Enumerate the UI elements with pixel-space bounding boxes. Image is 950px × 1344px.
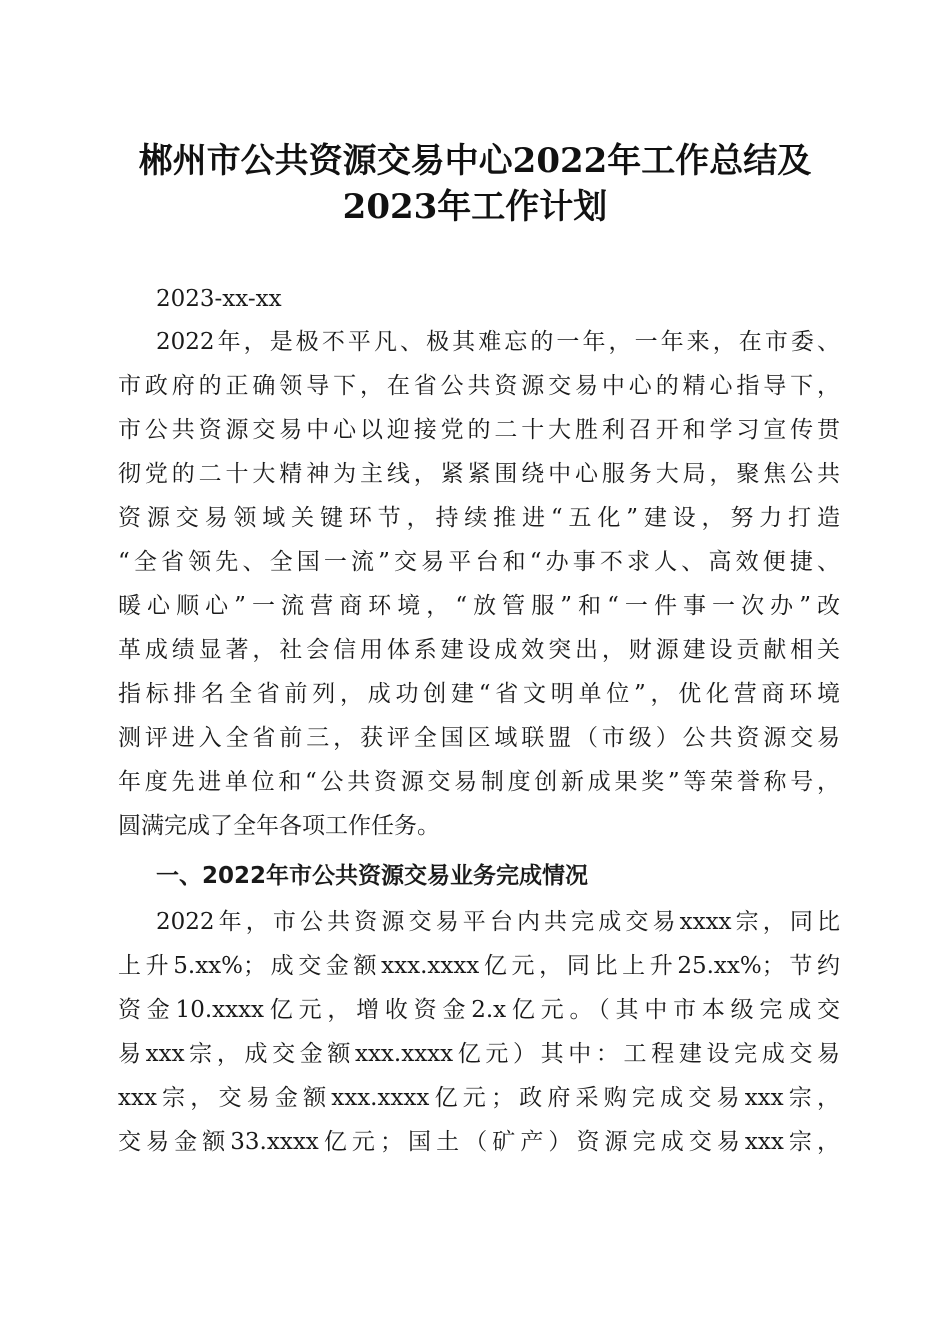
document-date: 2023-xx-xx	[156, 286, 282, 312]
paragraph-line: 革成绩显著，社会信用体系建设成效突出，财源建设贡献相关	[118, 637, 840, 663]
paragraph-line: 暖心顺心”一流营商环境，“放管服”和“一件事一次办”改	[118, 593, 840, 619]
paragraph-line: 易xxx宗，成交金额xxx.xxxx亿元）其中：工程建设完成交易	[118, 1041, 840, 1067]
document-title-line-2: 2023年工作计划	[342, 187, 608, 227]
paragraph-line: 市政府的正确领导下，在省公共资源交易中心的精心指导下，	[118, 373, 840, 399]
paragraph-line: 年度先进单位和“公共资源交易制度创新成果奖”等荣誉称号，	[118, 769, 840, 795]
paragraph-line: 上升5.xx%；成交金额xxx.xxxx亿元，同比上升25.xx%；节约	[118, 953, 840, 979]
paragraph-line: 市公共资源交易中心以迎接党的二十大胜利召开和学习宣传贯	[118, 417, 840, 443]
paragraph-line: 圆满完成了全年各项工作任务。	[118, 813, 440, 839]
section-heading: 一、2022年市公共资源交易业务完成情况	[156, 863, 589, 889]
document-title-line-1: 郴州市公共资源交易中心2022年工作总结及	[138, 141, 812, 181]
paragraph-line: xxx宗，交易金额xxx.xxxx亿元；政府采购完成交易xxx宗，	[118, 1085, 840, 1111]
paragraph-line: 测评进入全省前三，获评全国区域联盟（市级）公共资源交易	[118, 725, 840, 751]
paragraph-line: 指标排名全省前列，成功创建“省文明单位”，优化营商环境	[118, 681, 840, 707]
paragraph-line: 2022年，市公共资源交易平台内共完成交易xxxx宗，同比	[156, 909, 840, 935]
paragraph-line: 资金10.xxxx亿元，增收资金2.x亿元。（其中市本级完成交	[118, 997, 840, 1023]
paragraph-line: 2022年，是极不平凡、极其难忘的一年，一年来，在市委、	[156, 329, 840, 355]
paragraph-line: 彻党的二十大精神为主线，紧紧围绕中心服务大局，聚焦公共	[118, 461, 840, 487]
paragraph-line: 交易金额33.xxxx亿元；国土（矿产）资源完成交易xxx宗，	[118, 1129, 840, 1155]
paragraph-line: 资源交易领域关键环节，持续推进“五化”建设，努力打造	[118, 505, 840, 531]
paragraph-line: “全省领先、全国一流”交易平台和“办事不求人、高效便捷、	[118, 549, 840, 575]
